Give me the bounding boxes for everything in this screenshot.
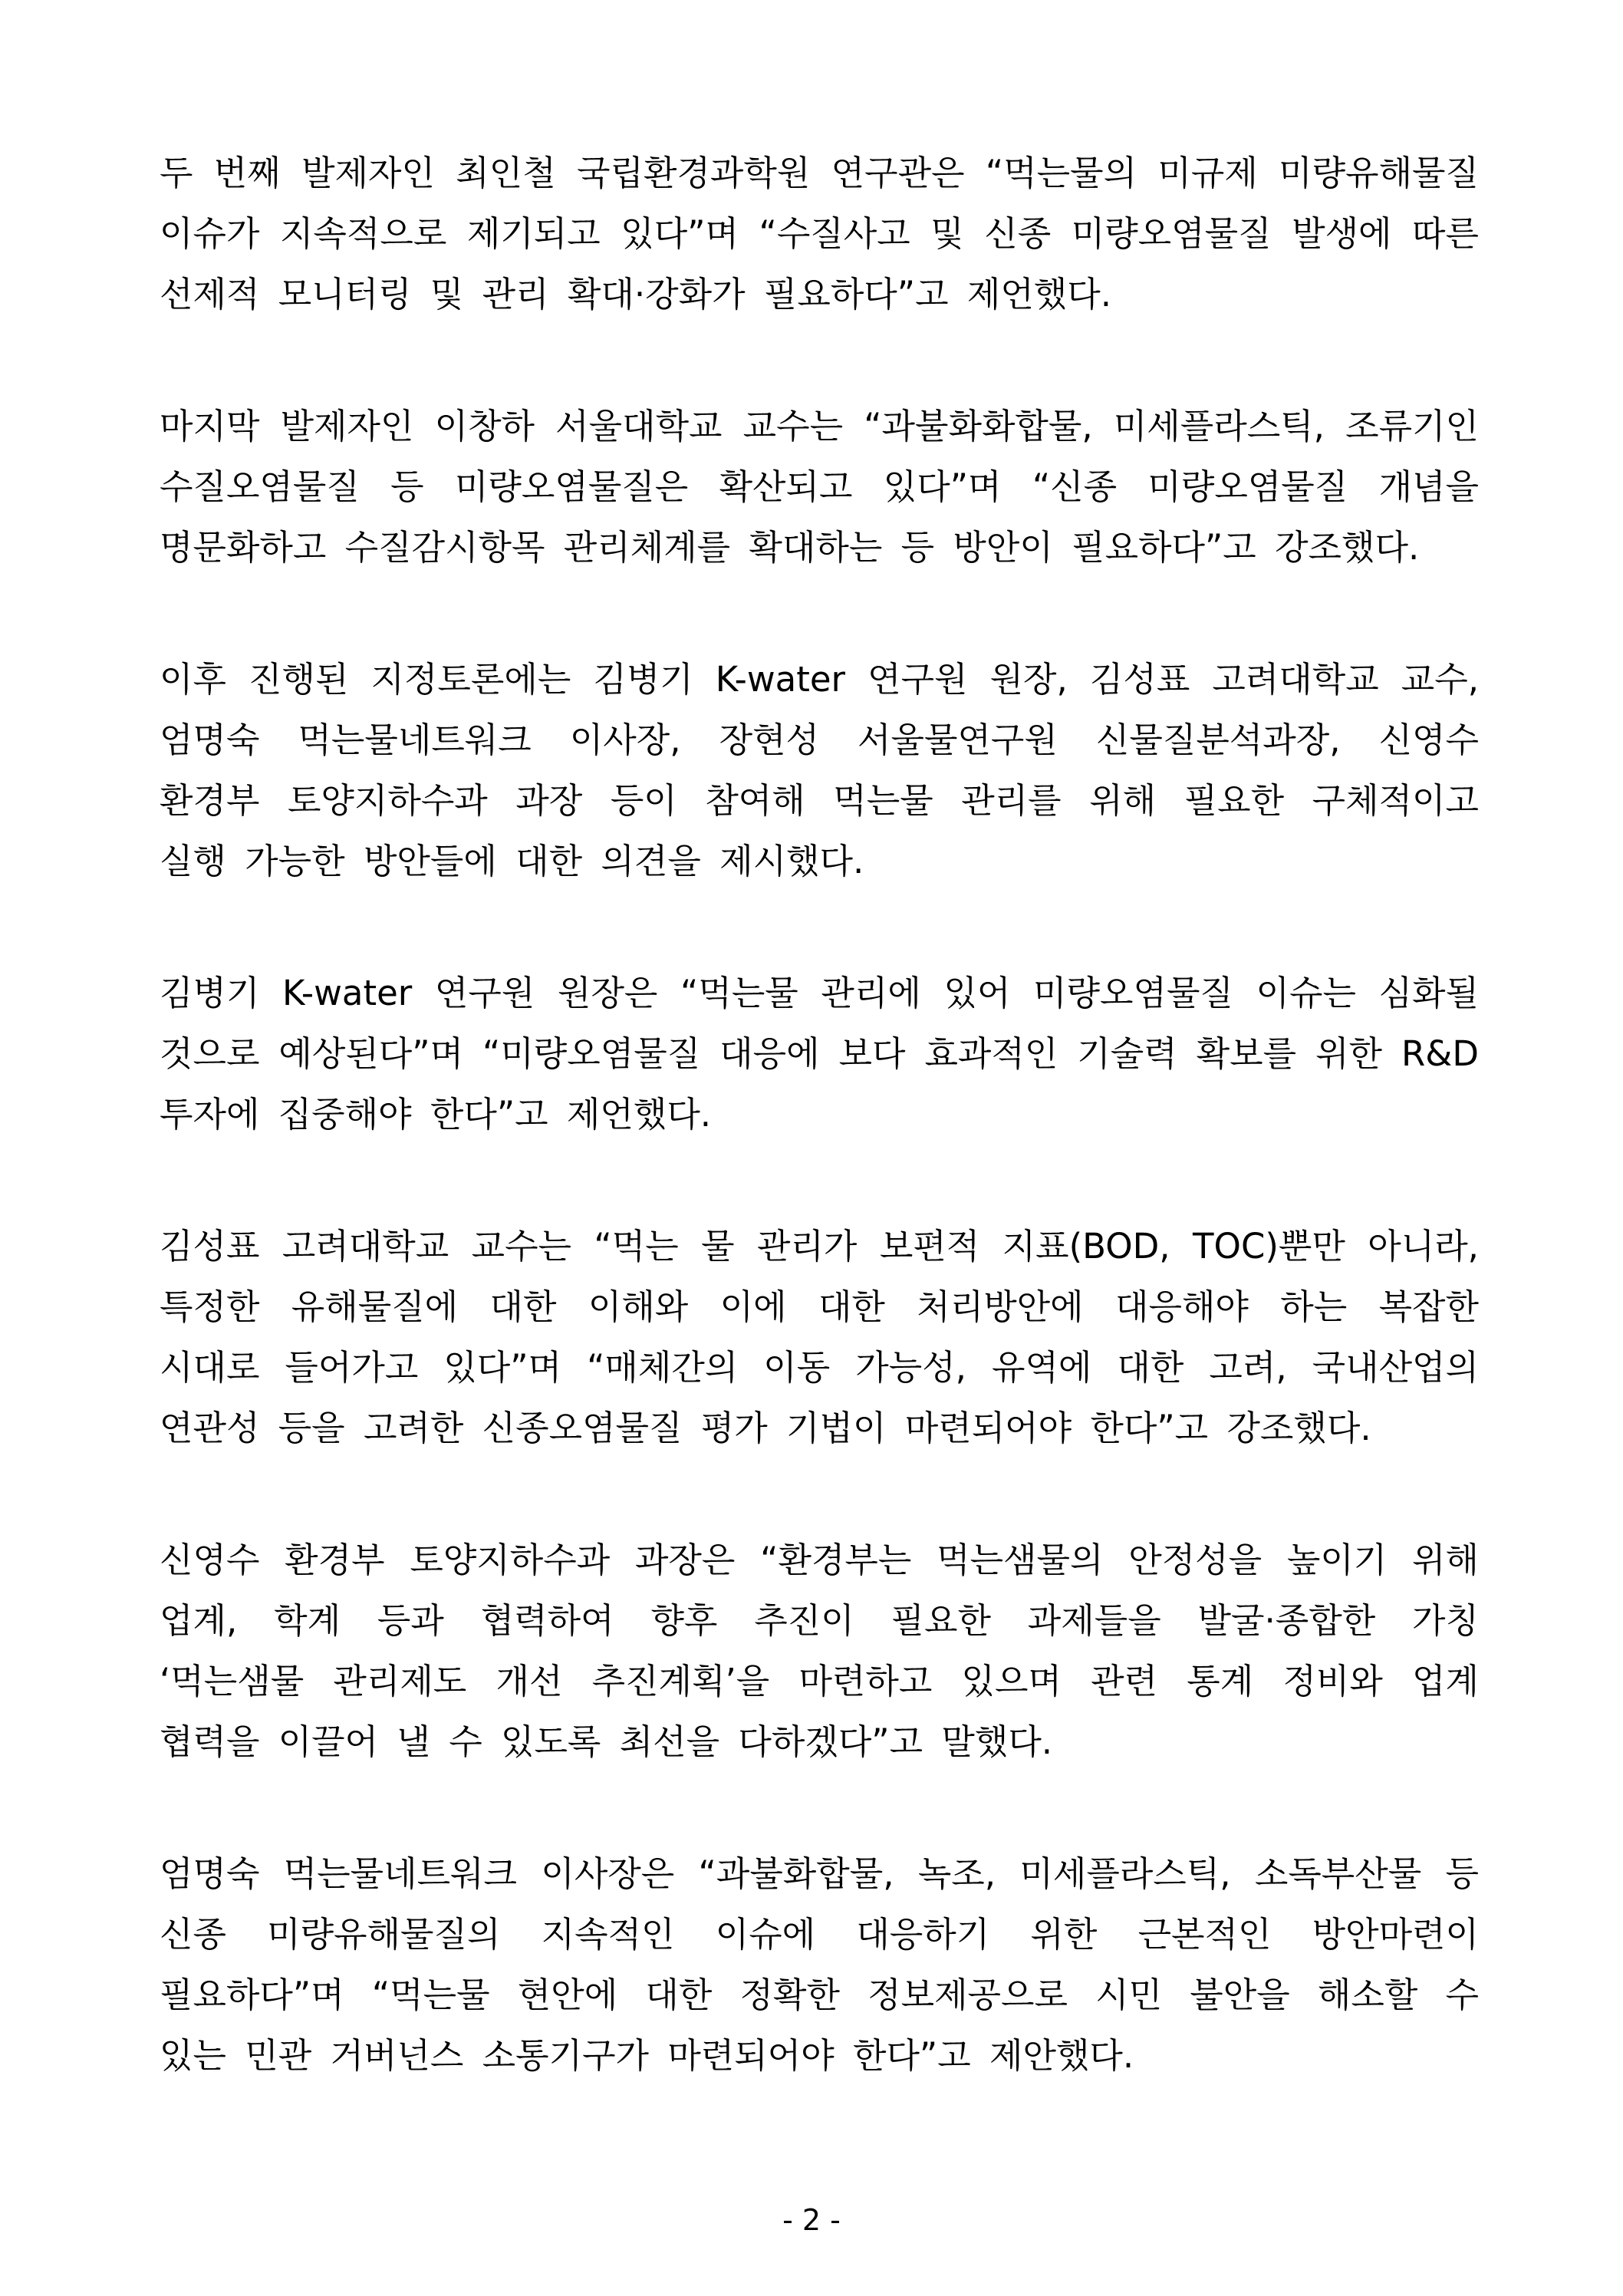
paragraph-6: 신영수 환경부 토양지하수과 과장은 “환경부는 먹는샘물의 안정성을 높이기 위해 업계, 학계 등과 협력하여 향후 추진이 필요한 과제들을 발굴·종합한 가칭 ‘먹는샘물 관리제도 개선 추진계획’을 마련하고 있으며 관련 통계 정비와 업계 협력을 이끌어 낼 수 있도록 최선을 다하겠다”고 말했다. — [160, 1540, 1479, 1762]
document-body — [160, 143, 1479, 2157]
paragraph-7: 엄명숙 먹는물네트워크 이사장은 “과불화합물, 녹조, 미세플라스틱, 소독부산물 등 신종 미량유해물질의 지속적인 이슈에 대응하기 위한 근본적인 방안마련이 필요하다”며 “먹는물 현안에 대한 정확한 정보제공으로 시민 불안을 해소할 수 있는 민관 거버넌스 소통기구가 마련되어야 한다”고 제안했다. — [160, 1853, 1479, 2076]
paragraph-4: 김병기 K-water 연구원 원장은 “먹는물 관리에 있어 미량오염물질 이슈는 심화될 것으로 예상된다”며 “미량오염물질 대응에 보다 효과적인 기술력 확보를 위한 R&D 투자에 집중해야 한다”고 제언했다. — [160, 973, 1479, 1135]
paragraph-5: 김성표 고려대학교 교수는 “먹는 물 관리가 보편적 지표(BOD, TOC)뿐만 아니라, 특정한 유해물질에 대한 이해와 이에 대한 처리방안에 대응해야 하는 복잡한 시대로 들어가고 있다”며 “매체간의 이동 가능성, 유역에 대한 고려, 국내산업의 연관성 등을 고려한 신종오염물질 평가 기법이 마련되어야 한다”고 강조했다. — [160, 1226, 1479, 1448]
paragraph-3: 이후 진행된 지정토론에는 김병기 K-water 연구원 원장, 김성표 고려대학교 교수, 엄명숙 먹는물네트워크 이사장, 장현성 서울물연구원 신물질분석과장, 신영수 환경부 토양지하수과 과장 등이 참여해 먹는물 관리를 위해 필요한 구체적이고 실행 가능한 방안들에 대한 의견을 제시했다. — [160, 659, 1479, 881]
paragraph-1: 두 번째 발제자인 최인철 국립환경과학원 연구관은 “먹는물의 미규제 미량유해물질 이슈가 지속적으로 제기되고 있다”며 “수질사고 및 신종 미량오염물질 발생에 따른 선제적 모니터링 및 관리 확대·강화가 필요하다”고 제언했다. — [160, 153, 1479, 315]
page-number: - 2 - — [782, 2203, 841, 2237]
paragraph-2: 마지막 발제자인 이창하 서울대학교 교수는 “과불화화합물, 미세플라스틱, 조류기인 수질오염물질 등 미량오염물질은 확산되고 있다”며 “신종 미량오염물질 개념을 명문화하고 수질감시항목 관리체계를 확대하는 등 방안이 필요하다”고 강조했다. — [160, 406, 1479, 568]
